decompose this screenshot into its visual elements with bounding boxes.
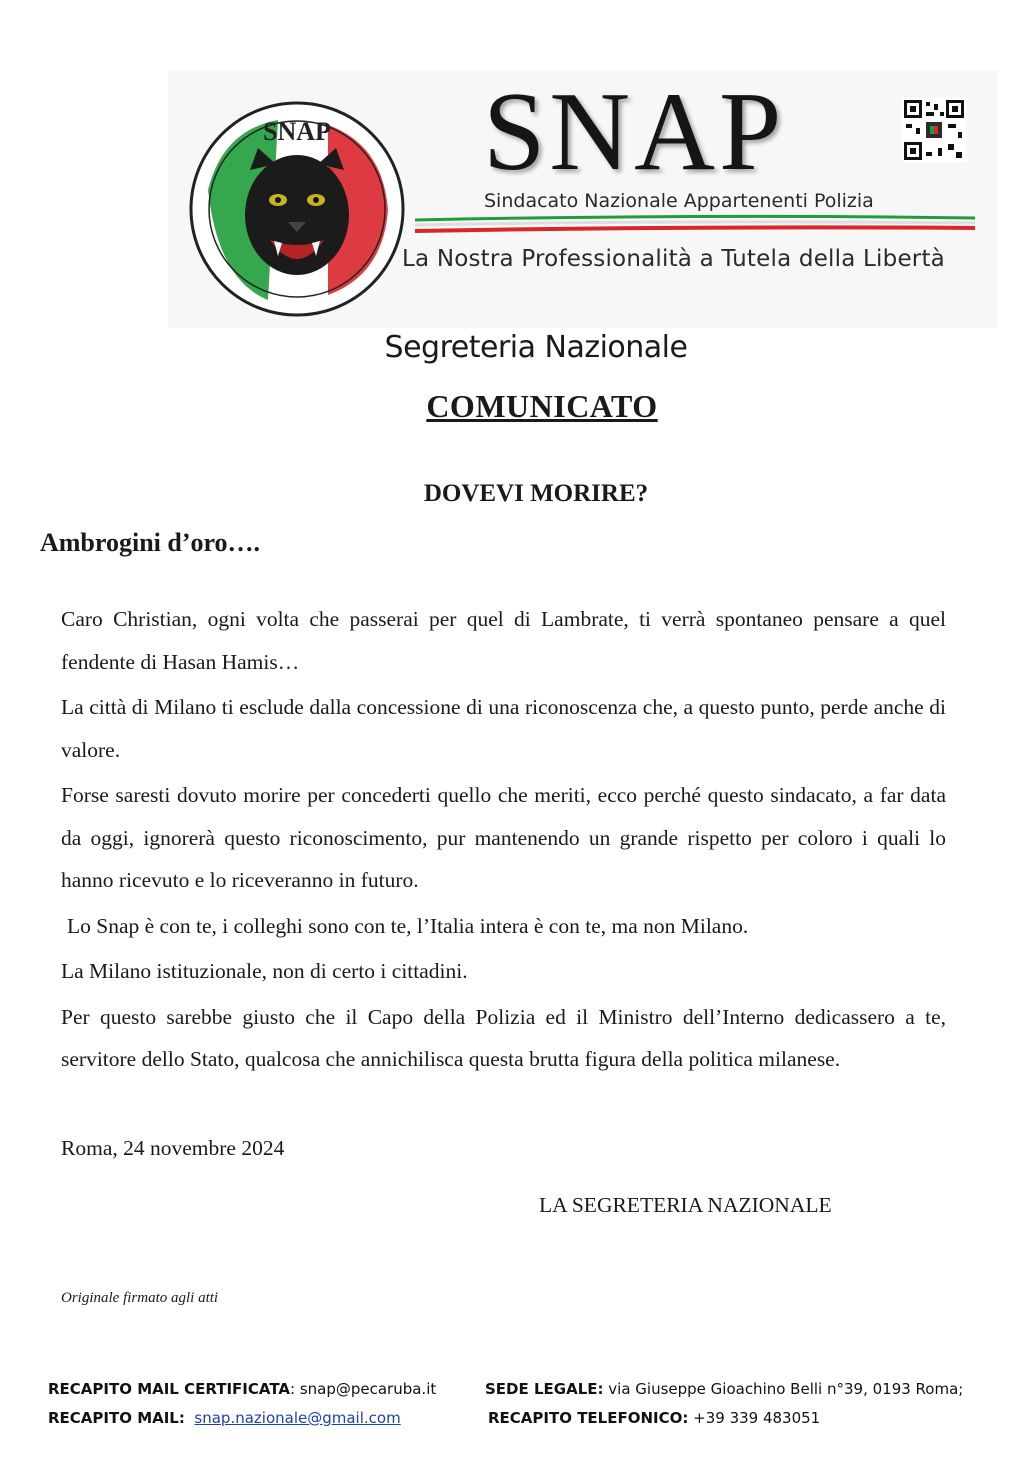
body-paragraph: La Milano istituzionale, non di certo i cittadini. <box>61 959 468 983</box>
footer-phone <box>488 1409 820 1427</box>
document-type-title: COMUNICATO <box>426 388 658 424</box>
footer-phone-value: +39 339 483051 <box>688 1409 821 1427</box>
place-and-date: Roma, 24 novembre 2024 <box>61 1136 285 1160</box>
qr-code-icon <box>902 98 966 162</box>
section-title: Segreteria Nazionale <box>384 330 688 365</box>
footer-mail-label: RECAPITO MAIL: <box>48 1409 185 1427</box>
body-paragraph: Caro Christian, ogni volta che passerai per quel di Lambrate, ti verrà spontaneo pensare a quel fendente di Hasan Hamis… <box>61 607 946 674</box>
signature: LA SEGRETERIA NAZIONALE <box>539 1193 832 1217</box>
tricolor-divider <box>415 214 975 236</box>
footer-sede-value: via Giuseppe Gioachino Belli n°39, 0193 Roma; <box>603 1380 964 1398</box>
footer-mail-link[interactable]: snap.nazionale@gmail.com <box>194 1409 401 1427</box>
footer-phone-label: RECAPITO TELEFONICO: <box>488 1409 689 1427</box>
svg-text:SNAP: SNAP <box>263 117 331 146</box>
footer-sede-label: SEDE LEGALE: <box>485 1380 604 1398</box>
body-paragraph: Lo Snap è con te, i colleghi sono con te, l’Italia intera è con te, ma non Milano. <box>67 913 749 938</box>
brand-name: SNAP <box>483 70 786 194</box>
snap-panther-emblem-icon <box>188 100 406 318</box>
body-paragraph: Forse saresti dovuto morire per concederti quello che meriti, ecco perché questo sindacato, a far data da oggi, ignorerà questo riconoscimento, pur mantenendo un grande rispetto per coloro i quali lo hanno ricevuto e lo riceveranno in futuro. <box>61 783 946 892</box>
subheading: Ambrogini d’oro…. <box>40 528 261 557</box>
footer-pec-value: : snap@pecaruba.it <box>290 1380 437 1398</box>
letter-body <box>61 598 946 1084</box>
headline: DOVEVI MORIRE? <box>423 480 649 507</box>
body-paragraph: La città di Milano ti esclude dalla concessione di una riconoscenza che, a questo punto, perde anche di valore. <box>61 695 946 762</box>
footer-sede <box>485 1380 963 1398</box>
footer-pec <box>48 1380 436 1398</box>
signed-original-note: Originale firmato agli atti <box>61 1290 219 1306</box>
brand-subtitle: Sindacato Nazionale Appartenenti Polizia <box>484 190 874 212</box>
footer-mail <box>48 1409 401 1427</box>
brand-motto: La Nostra Professionalità a Tutela della Libertà <box>402 246 945 272</box>
body-paragraph: Per questo sarebbe giusto che il Capo della Polizia ed il Ministro dell’Interno dedicassero a te, servitore dello Stato, qualcosa che annichilisca questa brutta figura della politica milanese. <box>61 1004 946 1071</box>
footer-pec-label: RECAPITO MAIL CERTIFICATA <box>48 1380 290 1398</box>
